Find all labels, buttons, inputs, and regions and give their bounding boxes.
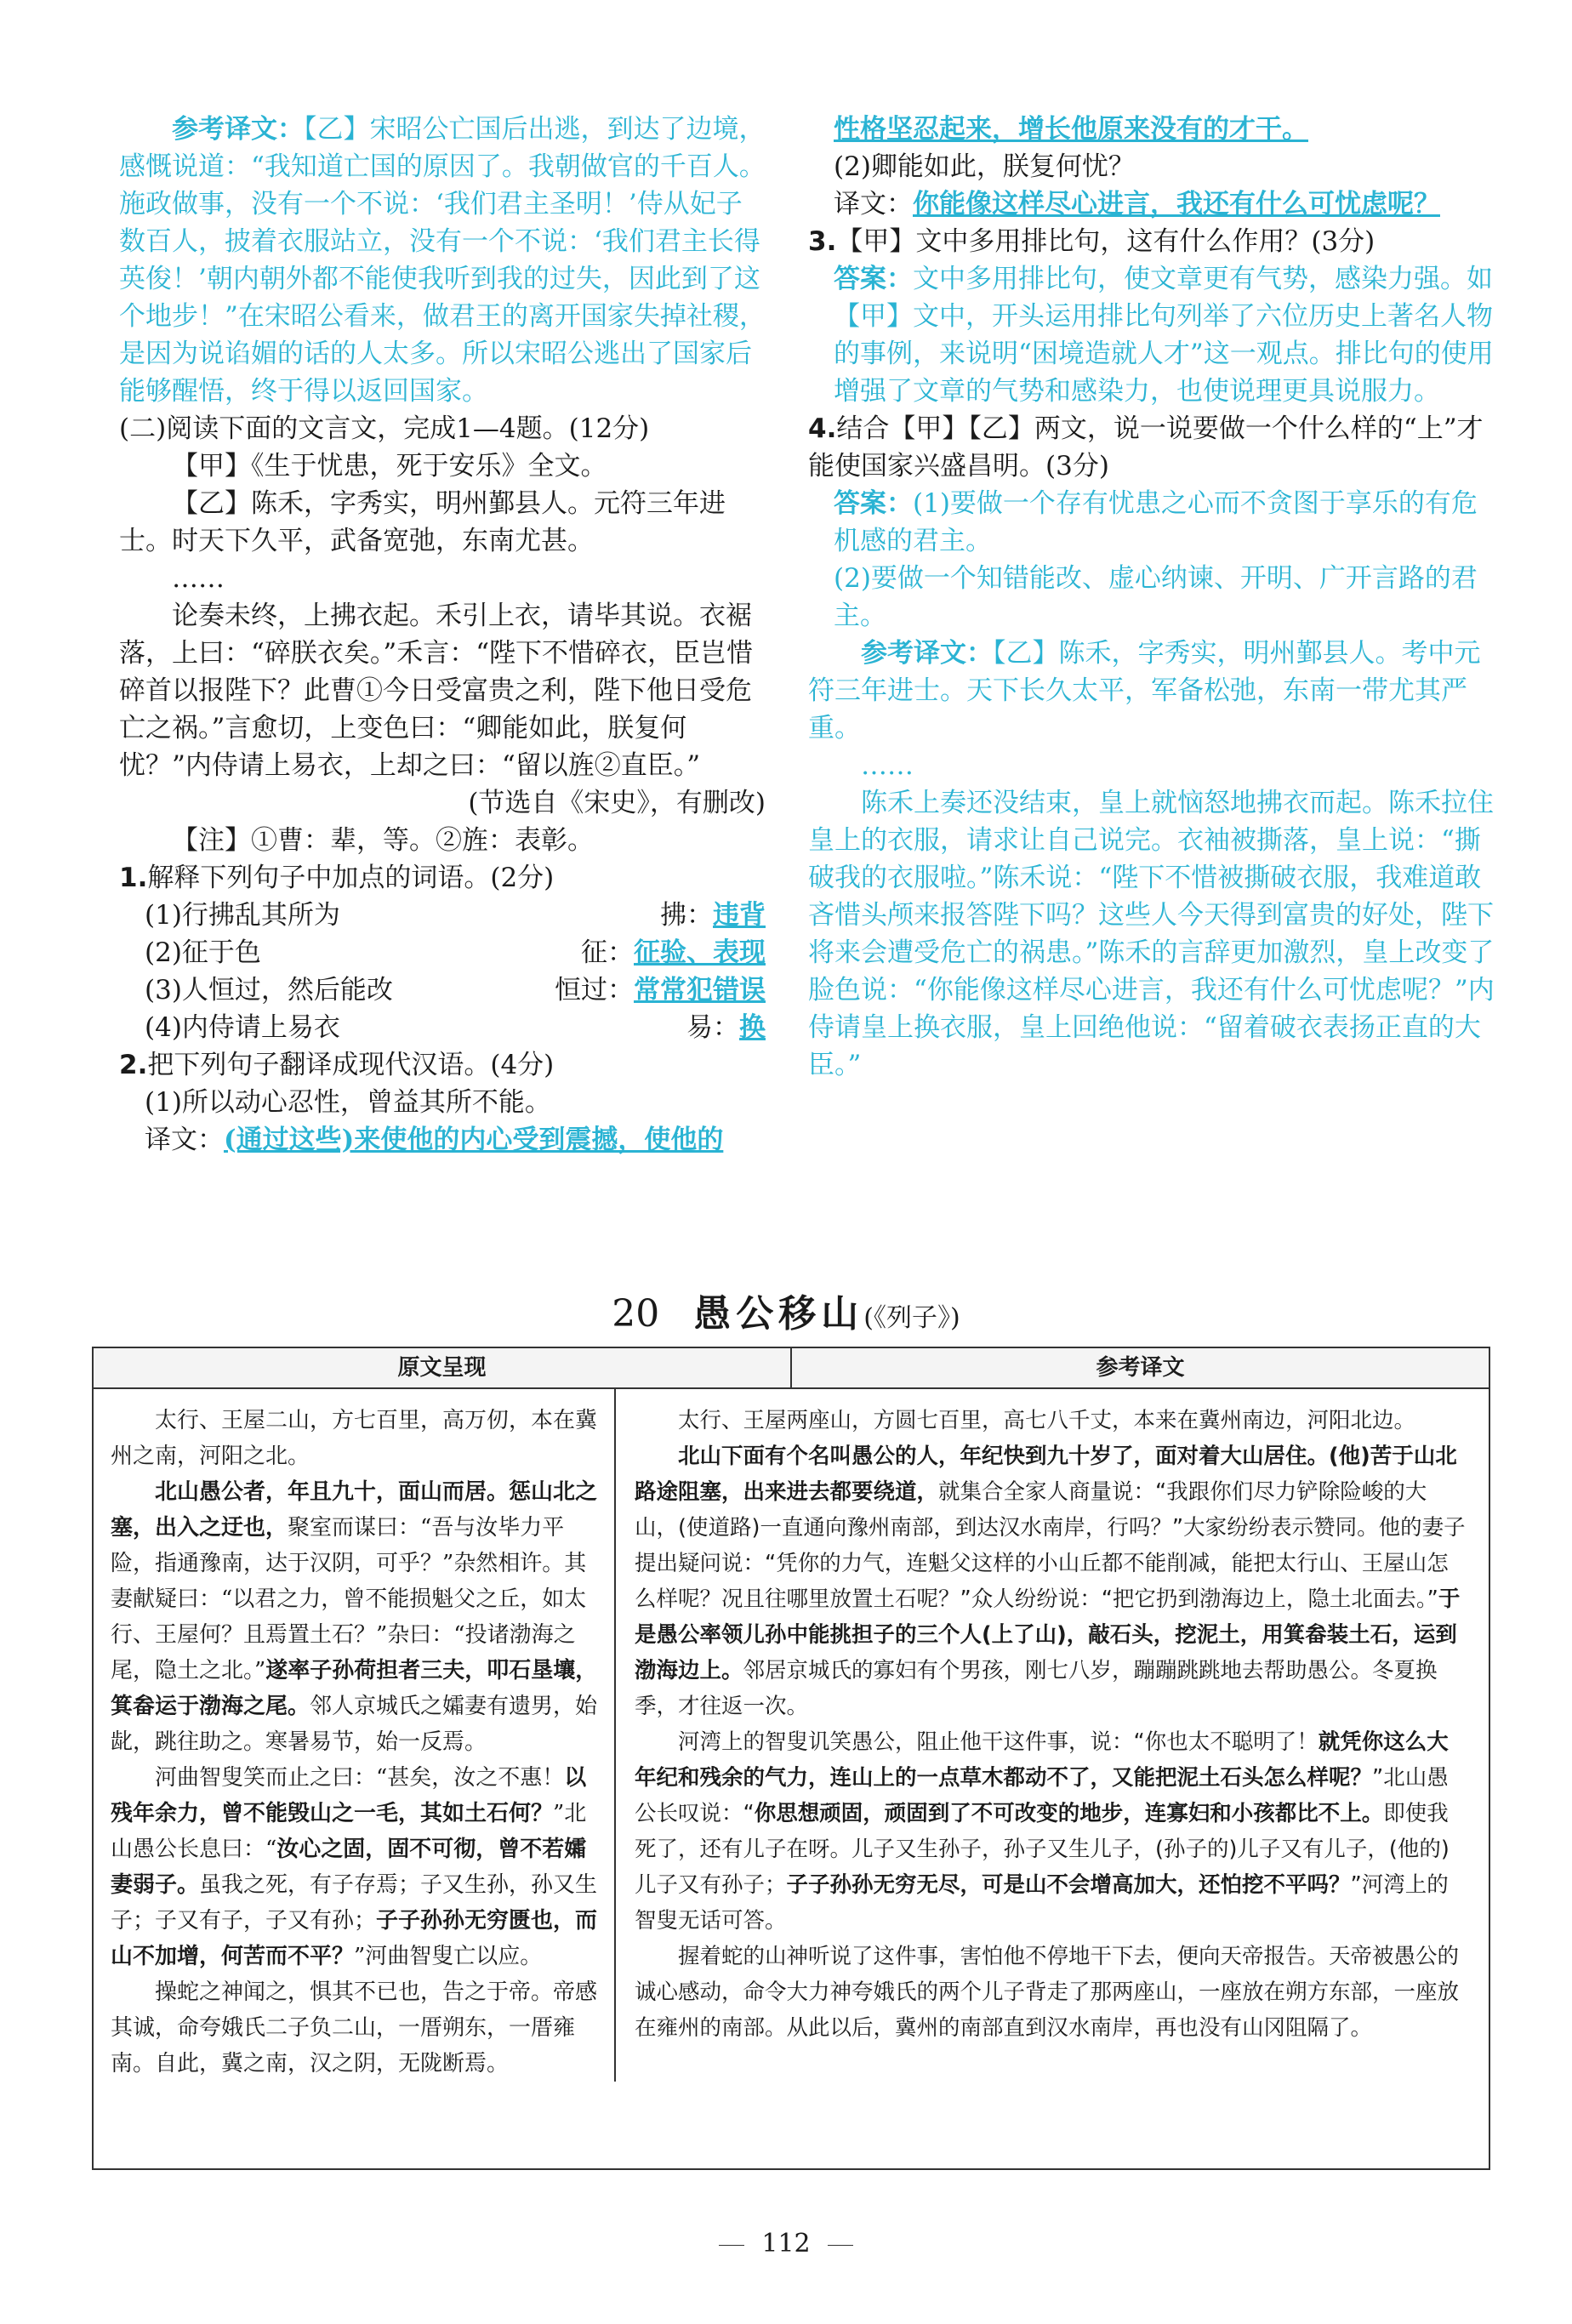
trans-para-4: 握着蛇的山神听说了这件事，害怕他不停地干下去，便向天帝报告。天帝被愚公的诚心感动，命令大力神夸娥氏的两个儿子背走了那两座山，一座放在朔方东部，一座放在雍州的南部。从此以后，冀州的南部直到汉水南岸，再也没有山冈阻隔了。	[635, 1944, 1460, 2041]
text-comparison-table	[92, 1347, 1490, 2170]
lesson-source: (《列子》)	[863, 1303, 960, 1333]
reference-translation-1	[119, 111, 766, 410]
ref-body: 陈禾上奏还没结束，皇上就恼怒地拂衣而起。陈禾拉住皇上的衣服，请求让自己说完。衣袖被撕落，皇上说：“撕破我的衣服啦。”陈禾说：“陛下不惜被撕破衣服，我难道敢吝惜头颅来报答陛下吗？这些人今天得到富贵的好处，陛下将来会遭受危亡的祸患。”陈禾的言辞更加激烈，皇上改变了脸色说：“你能像这样尽心进言，我还有什么可忧虑呢？”内侍请皇上换衣服，皇上回绝他说：“留着破衣表扬正直的大臣。”	[808, 788, 1495, 1080]
ref-text: 【乙】宋昭公亡国后出逃，到达了边境，感慨说道：“我知道亡国的原因了。我朝做官的千百人。施政做事，没有一个不说：‘我们君主圣明！’侍从妃子数百人，披着衣服站立，没有一个不说：‘我们君主长得英俊！’朝内朝外都不能使我听到我的过失，因此到了这个地步！”在宋昭公看来，做君王的离开国家失掉社稷，是因为说谄媚的话的人太多。所以宋昭公逃出了国家后能够醒悟，终于得以返回国家。	[119, 114, 766, 407]
trans-para-1: 太行、王屋两座山，方圆七百里，高七八千丈，本来在冀州南边，河阳北边。	[678, 1408, 1416, 1433]
passage-jia: 【甲】《生于忧患，死于安乐》全文。	[172, 451, 607, 481]
table-body	[94, 1389, 1489, 2082]
q1-item-2: (2)征于色 征：征验、表现	[145, 937, 766, 968]
trans-para-3: 河湾上的智叟讥笑愚公，阻止他干这件事，说：“你也太不聪明了！就凭你这么大年纪和残余的气力，连山上的一点草木都动不了，又能把泥土石头怎么样呢？”北山愚公长叹说：“你思想顽固，顽固到了不可改变的地步，连寡妇和小孩都比不上。即使我死了，还有儿子在呀。儿子又生孙子，孙子又生儿子，(孙子的)儿子又有儿子，(他的)儿子又有孙子；子子孙孙无穷无尽，可是山不会增高加大，还怕挖不平吗？”河湾上的智叟无话可答。	[635, 1729, 1450, 1934]
header-original: 原文呈现	[94, 1348, 792, 1387]
left-column	[119, 111, 766, 1159]
q4-answer-1: 答案：(1)要做一个存有忧患之心而不贪图于享乐的有危机感的君主。	[834, 488, 1478, 556]
question-4: 4.结合【甲】【乙】两文，说一说要做一个什么样的“上”才能使国家兴盛昌明。(3分)	[808, 413, 1484, 481]
lesson-number: 20	[612, 1292, 660, 1336]
reference-translation-2: 参考译文：【乙】陈禾，字秀实，明州鄞县人。考中元符三年进士。天下长久太平，军备松弛，东南一带尤其严重。	[808, 638, 1481, 743]
q2-answer-2: 译文：你能像这样尽心进言，我还有什么可忧虑呢？	[834, 189, 1440, 219]
lesson-title	[0, 1283, 1572, 1337]
orig-para-1: 太行、王屋二山，方七百里，高万仞，本在冀州之南，河阳之北。	[111, 1408, 598, 1469]
section-two-title: (二)阅读下面的文言文，完成1—4题。(12分)	[119, 413, 650, 444]
q4-answer-2: (2)要做一个知错能改、虚心纳谏、开明、广开言路的君主。	[834, 563, 1478, 631]
question-2: 2.把下列句子翻译成现代汉语。(4分)	[119, 1050, 555, 1080]
annotation-note: 【注】①曹：辈，等。②旌：表彰。	[172, 825, 594, 856]
q2-answer-1: 译文：(通过这些)来使他的内心受到震撼，使他的	[145, 1125, 724, 1155]
right-column	[808, 111, 1495, 1084]
q1-item-3: (3)人恒过，然后能改 恒过：常常犯错误	[145, 975, 766, 1005]
q1-item-1: (1)行拂乱其所为 拂：违背	[145, 900, 766, 931]
passage-yi-intro: 【乙】陈禾，字秀实，明州鄞县人。元符三年进士。时天下久平，武备宽弛，东南尤甚。	[119, 488, 726, 556]
lesson-name: 愚公移山	[693, 1292, 864, 1336]
header-translation: 参考译文	[1096, 1355, 1185, 1381]
q3-answer: 答案：文中多用排比句，使文章更有气势，感染力强。如【甲】文中，开头运用排比句列举了六位历史上著名人物的事例，来说明“困境造就人才”这一观点。排比句的使用增强了文章的气势和感染力，也使说理更具说服力。	[834, 264, 1494, 407]
passage-source: (节选自《宋史》，有删改)	[468, 788, 766, 818]
ref-ellipsis: ……	[861, 750, 914, 781]
orig-para-2: 北山愚公者，年且九十，面山而居。惩山北之塞，出入之迂也，聚室而谋曰：“吾与汝毕力平险，指通豫南，达于汉阴，可乎？”杂然相许。其妻献疑曰：“以君之力，曾不能损魁父之丘，如太行、王屋何？且焉置土石？”杂曰：“投诸渤海之尾，隐土之北。”遂率子孙荷担者三夫，叩石垦壤，箕畚运于渤海之尾。邻人京城氏之孀妻有遗男，始龀，跳往助之。寒暑易节，始一反焉。	[111, 1479, 598, 1755]
table-header	[94, 1348, 1489, 1389]
translation-text-column	[616, 1389, 1489, 2082]
ellipsis: ……	[172, 563, 225, 594]
ref-label: 参考译文：	[172, 114, 304, 145]
q2-sentence-1: (1)所以动心忍性，曾益其所不能。	[145, 1087, 551, 1118]
q2-answer-1-continued: 性格坚忍起来，增长他原来没有的才干。	[834, 114, 1308, 145]
q2-sentence-2: (2)卿能如此，朕复何忧？	[834, 151, 1135, 182]
trans-para-2: 北山下面有个名叫愚公的人，年纪快到九十岁了，面对着大山居住。(他)苦于山北路途阻塞，出来进去都要绕道，就集合全家人商量说：“我跟你们尽力铲除险峻的大山，(使道路)一直通向豫州南部，到达汉水南岸，行吗？”大家纷纷表示赞同。他的妻子提出疑问说：“凭你的力气，连魁父这样的小山丘都不能削减，能把太行山、王屋山怎么样呢？况且往哪里放置土石呢？”众人纷纷说：“把它扔到渤海边上，隐土北面去。”于是愚公率领儿孙中能挑担子的三个人(上了山)，敲石头，挖泥土，用箕畚装土石，运到渤海边上。邻居京城氏的寡妇有个男孩，刚七八岁，蹦蹦跳跳地去帮助愚公。冬夏换季，才往返一次。	[635, 1444, 1466, 1719]
page-number: 112	[0, 2229, 1572, 2258]
orig-para-4: 操蛇之神闻之，惧其不已也，告之于帝。帝感其诚，命夸娥氏二子负二山，一厝朔东，一厝雍南。自此，冀之南，汉之阴，无陇断焉。	[111, 1979, 598, 2076]
question-3: 3.【甲】文中多用排比句，这有什么作用？(3分)	[808, 226, 1376, 257]
passage-yi-body: 论奏未终，上拂衣起。禾引上衣，请毕其说。衣裾落，上曰：“碎朕衣矣。”禾言：“陛下不惜碎衣，臣岂惜碎首以报陛下？此曹①今日受富贵之利，陛下他日受危亡之祸。”言愈切，上变色曰：“卿能如此，朕复何忧？”内侍请上易衣，上却之曰：“留以旌②直臣。”	[119, 601, 754, 781]
q1-item-4: (4)内侍请上易衣 易：换	[145, 1012, 766, 1043]
question-1: 1.解释下列句子中加点的词语。(2分)	[119, 863, 555, 893]
original-text-column	[94, 1389, 616, 2082]
orig-para-3: 河曲智叟笑而止之曰：“甚矣，汝之不惠！以残年余力，曾不能毁山之一毛，其如土石何？”北山愚公长息曰：“汝心之固，固不可彻，曾不若孀妻弱子。虽我之死，有子存焉；子又生孙，孙又生子；子又有子，子又有孙；子子孙孙无穷匮也，而山不加增，何苦而不平？”河曲智叟亡以应。	[111, 1765, 598, 1969]
